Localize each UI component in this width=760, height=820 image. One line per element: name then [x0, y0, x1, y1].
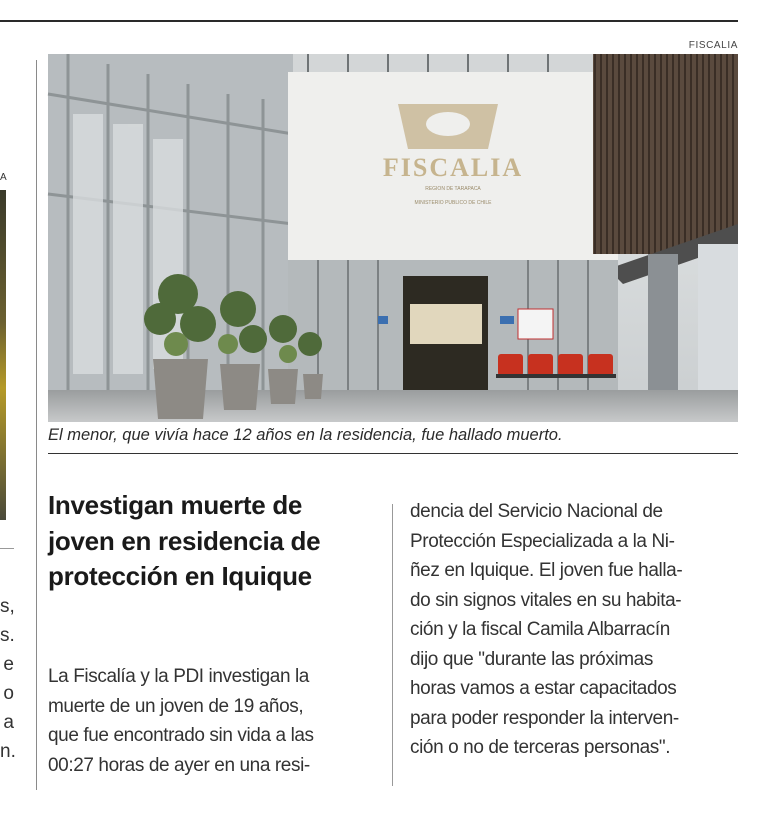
column-divider — [392, 504, 393, 786]
photo-caption: El menor, que vivía hace 12 años en la residencia, fue hallado muerto. — [48, 426, 563, 444]
headline-line: joven en residencia de — [48, 525, 321, 556]
body-line: ción y la fiscal Camila Albarracín — [410, 619, 670, 640]
left-line: a — [3, 712, 14, 733]
sign-title: FISCALIA — [382, 153, 524, 182]
body-line: para poder responder la interven- — [410, 707, 679, 729]
left-line: o — [3, 683, 14, 704]
left-column-text — [0, 592, 14, 766]
left-line: n. — [0, 741, 16, 762]
body-line: ñez en Iquique. El joven fue halla- — [410, 560, 683, 581]
body-line: ción o no de terceras personas". — [410, 737, 671, 758]
article-body-column-2 — [410, 497, 740, 763]
body-line: do sin signos vitales en su habita- — [410, 589, 682, 611]
left-photo-fragment — [0, 190, 6, 520]
body-line: horas vamos a estar capacitados — [410, 678, 677, 699]
top-rule — [0, 20, 738, 22]
body-line: que fue encontrado sin vida a las — [48, 725, 314, 746]
left-photo-label: A — [0, 172, 8, 183]
sign-subtitle-2: MINISTERIO PUBLICO DE CHILE — [414, 200, 492, 206]
caption-rule — [48, 453, 738, 454]
body-line: muerte de un joven de 19 años, — [48, 695, 304, 717]
left-line: s. — [0, 625, 15, 646]
body-line: Protección Especializada a la Ni- — [410, 530, 675, 552]
article-body-column-1 — [48, 662, 383, 780]
body-line: La Fiscalía y la PDI investigan la — [48, 666, 309, 687]
article-headline — [48, 488, 388, 595]
left-line: e — [3, 654, 14, 675]
headline-line: protección en Iquique — [48, 561, 312, 591]
left-separator — [0, 548, 14, 549]
body-line: dijo que "durante las próximas — [410, 648, 653, 670]
body-line: 00:27 horas de ayer en una resi- — [48, 754, 310, 776]
left-line: s, — [0, 596, 15, 617]
photo-illustration — [48, 54, 738, 422]
sign-subtitle-1: REGION DE TARAPACA — [425, 186, 481, 192]
headline-line: Investigan muerte de — [48, 490, 303, 520]
photo-credit: FISCALIA — [688, 40, 738, 51]
article-photo — [48, 54, 738, 422]
body-line: dencia del Servicio Nacional de — [410, 501, 663, 522]
column-divider-left — [36, 60, 37, 790]
